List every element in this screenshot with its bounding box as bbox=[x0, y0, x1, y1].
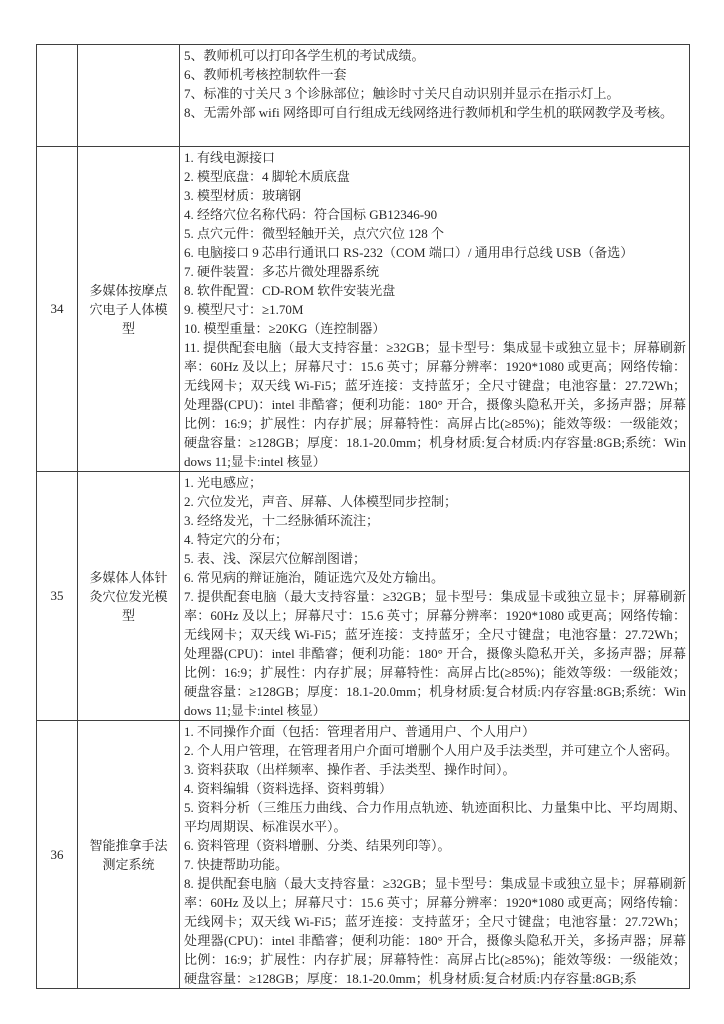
spec-line: 2. 个人用户管理，在管理者用户介面可增删个人用户及手法类型，并可建立个人密码。 bbox=[184, 743, 679, 758]
spec-line: 1. 光电感应； bbox=[184, 475, 263, 490]
item-number-cell bbox=[37, 45, 78, 146]
spec-line: 3. 经络发光，十二经脉循环流注； bbox=[184, 513, 380, 528]
spec-line: 6. 资料管理（资料增删、分类、结果列印等）。 bbox=[184, 838, 451, 853]
item-name-cell: 多媒体按摩点穴电子人体模型 bbox=[78, 147, 180, 471]
spec-line: 5. 表、浅、深层穴位解剖图谱； bbox=[184, 551, 367, 566]
table-row-35 bbox=[37, 471, 689, 720]
item-name-cell: 多媒体人体针灸穴位发光模型 bbox=[78, 472, 180, 720]
item-number-cell: 35 bbox=[37, 472, 78, 720]
spec-line: 8、无需外部 wifi 网络即可自行组成无线网络进行教师机和学生机的联网教学及考核。 bbox=[184, 105, 673, 120]
spec-line: 10. 模型重量：≥20KG（连控制器） bbox=[184, 321, 386, 336]
spec-line: 9. 模型尺寸：≥1.70M bbox=[184, 302, 304, 317]
spec-line: 5. 资料分析（三维压力曲线、合力作用点轨迹、轨迹面积比、力量集中比、平均周期、平均周期误、标准误水平）。 bbox=[184, 800, 686, 834]
table-row-36 bbox=[37, 720, 689, 988]
spec-line: 5. 点穴元件：微型轻触开关，点穴穴位 128 个 bbox=[184, 226, 445, 241]
spec-line: 11. 提供配套电脑（最大支持容量：≥32GB；显卡型号：集成显卡或独立显卡；屏幕刷新率：60Hz 及以上；屏幕尺寸：15.6 英寸；屏幕分辨率：1920*1080 或更高；网络传输：无线网卡；双天线 Wi-Fi5；蓝牙连接：支持蓝牙；全尺寸键盘；电池容量：27.72Wh；处理器(CPU)：intel 非酷睿；便利功能：180° 开合，摄像头隐私开关，多扬声器；屏幕比例：16:9；扩展性：内存扩展；屏幕特性：高屏占比(≥85%)；能效等级：一级能效；硬盘容量：≥128GB；厚度：18.1-20.0mm；机身材质:复合材质:内存容量:8GB;系统：Windows 11;显卡:intel 核显） bbox=[184, 340, 686, 469]
spec-line: 8. 软件配置：CD-ROM 软件安装光盘 bbox=[184, 283, 396, 298]
spec-line: 4. 特定穴的分布； bbox=[184, 532, 289, 547]
table-row-34 bbox=[37, 146, 689, 471]
item-spec-cell bbox=[180, 147, 689, 471]
spec-line: 1. 有线电源接口 bbox=[184, 150, 276, 165]
spec-line: 5、教师机可以打印各学生机的考试成绩。 bbox=[184, 48, 425, 63]
spec-line: 7、标准的寸关尺 3 个诊脉部位；触诊时寸关尺自动识别并显示在指示灯上。 bbox=[184, 86, 620, 101]
spec-line: 6. 电脑接口 9 芯串行通讯口 RS-232（COM 端口）/ 通用串行总线 USB（备选） bbox=[184, 245, 634, 260]
spec-line: 8. 提供配套电脑（最大支持容量：≥32GB；显卡型号：集成显卡或独立显卡；屏幕刷新率：60Hz 及以上；屏幕尺寸：15.6 英寸；屏幕分辨率：1920*1080 或更高；网络传输：无线网卡；双天线 Wi-Fi5；蓝牙连接：支持蓝牙；全尺寸键盘；电池容量：27.72Wh；处理器(CPU)：intel 非酷睿；便利功能：180° 开合，摄像头隐私开关，多扬声器；屏幕比例：16:9；扩展性：内存扩展；屏幕特性：高屏占比(≥85%)；能效等级：一级能效；硬盘容量：≥128GB；厚度：18.1-20.0mm；机身材质:复合材质:内存容量:8GB;系 bbox=[184, 876, 686, 986]
item-spec-cell bbox=[180, 45, 689, 146]
spec-line: 3. 资料获取（出样频率、操作者、手法类型、操作时间）。 bbox=[184, 762, 516, 777]
spec-line: 6、教师机考核控制软件一套 bbox=[184, 67, 347, 82]
item-name-cell: 智能推拿手法测定系统 bbox=[78, 721, 180, 988]
spec-line: 7. 硬件装置：多芯片微处理器系统 bbox=[184, 264, 380, 279]
item-number-cell: 36 bbox=[37, 721, 78, 988]
spec-line: 7. 快捷帮助功能。 bbox=[184, 857, 289, 872]
spec-line: 2. 模型底盘：4 脚轮木质底盘 bbox=[184, 169, 350, 184]
spec-line: 3. 模型材质：玻璃钢 bbox=[184, 188, 302, 203]
equipment-spec-table bbox=[36, 44, 690, 989]
spec-line: 4. 经络穴位名称代码：符合国标 GB12346-90 bbox=[184, 207, 438, 222]
spec-line: 1. 不同操作介面（包括：管理者用户、普通用户、个人用户） bbox=[184, 724, 536, 739]
item-number-cell: 34 bbox=[37, 147, 78, 471]
spec-line: 4. 资料编辑（资料选择、资料剪辑） bbox=[184, 781, 393, 796]
item-spec-cell bbox=[180, 472, 689, 720]
table-row-continuation bbox=[37, 45, 689, 146]
item-name-cell bbox=[78, 45, 180, 146]
spec-line: 7. 提供配套电脑（最大支持容量：≥32GB；显卡型号：集成显卡或独立显卡；屏幕刷新率：60Hz 及以上；屏幕尺寸：15.6 英寸；屏幕分辨率：1920*1080 或更高；网络传输：无线网卡；双天线 Wi-Fi5；蓝牙连接：支持蓝牙；全尺寸键盘；电池容量：27.72Wh；处理器(CPU)：intel 非酷睿；便利功能：180° 开合，摄像头隐私开关，多扬声器；屏幕比例：16:9；扩展性：内存扩展；屏幕特性：高屏占比(≥85%)；能效等级：一级能效；硬盘容量：≥128GB；厚度：18.1-20.0mm；机身材质:复合材质:内存容量:8GB;系统：Windows 11;显卡:intel 核显） bbox=[184, 589, 686, 718]
spec-line: 6. 常见病的辩证施治，随证选穴及处方输出。 bbox=[184, 570, 445, 585]
item-spec-cell bbox=[180, 721, 689, 988]
spec-line: 2. 穴位发光，声音、屏幕、人体模型同步控制； bbox=[184, 494, 458, 509]
